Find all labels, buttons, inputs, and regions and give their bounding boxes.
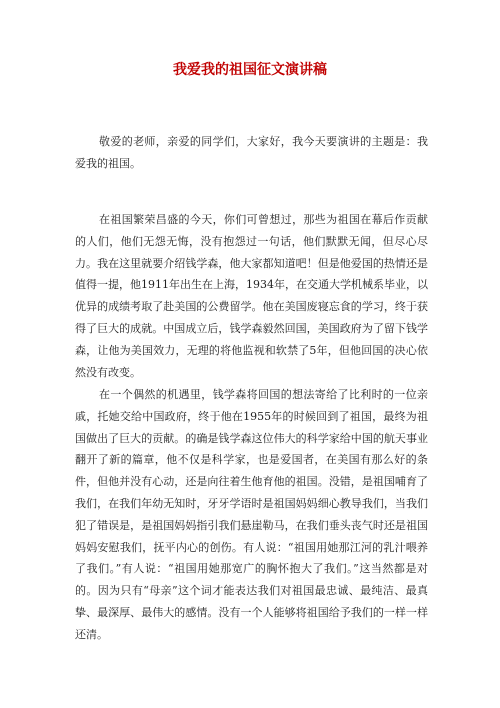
- document-title: 我爱我的祖国征文演讲稿: [173, 62, 327, 78]
- paragraph-qian-xuesen-intro: 在祖国繁荣昌盛的今天，你们可曾想过，那些为祖国在幕后作贡献的人们，他们无怨无悔，没有抱怨过一句话，他们默默无闻，但尽心尽力。我在这里就要介绍钱学森，他大家都知道吧！但是他爱国的热情还是值得一提，他1911年出生在上海，1934年，在交通大学机械系毕业，以优异的成绩考取了赴美国的公费留学。他在美国废寝忘食的学习，终于获得了巨大的成就。中国成立后，钱学森毅然回国，美国政府为了留下钱学森，让他为美国效力，无理的将他监视和软禁了5年，但他回国的决心依然没有改变。: [75, 213, 428, 379]
- paragraph-greeting: 敬爱的老师，亲爱的同学们，大家好，我今天要演讲的主题是：我爱我的祖国。: [75, 135, 428, 170]
- paragraph-return-to-motherland: 在一个偶然的机遇里，钱学森将回国的想法寄给了比利时的一位亲戚，托她交给中国政府，终于他在1955年的时候回到了祖国，最终为祖国做出了巨大的贡献。的确是钱学森这位伟大的科学家给中国的航天事业翻开了新的篇章，他不仅是科学家，也是爱国者，在美国有那么好的条件，但他并没有心动，还是向往着生他育他的祖国。没错，是祖国哺育了我们，在我们年幼无知时，牙牙学语时是祖国妈妈细心教导我们，当我们犯了错误是，是祖国妈妈指引我们悬崖勒马，在我们垂头丧气时还是祖国妈妈安慰我们，抚平内心的创伤。有人说：“祖国用她那江河的乳汁喂养了我们。”有人说：“祖国用她那宽广的胸怀抱大了我们。”这当然都是对的。因为只有“母亲”这个词才能表达我们对祖国最忠诚、最纯洁、最真挚、最深厚、最伟大的感情。没有一个人能够将祖国给予我们的一样一样还清。: [75, 388, 428, 641]
